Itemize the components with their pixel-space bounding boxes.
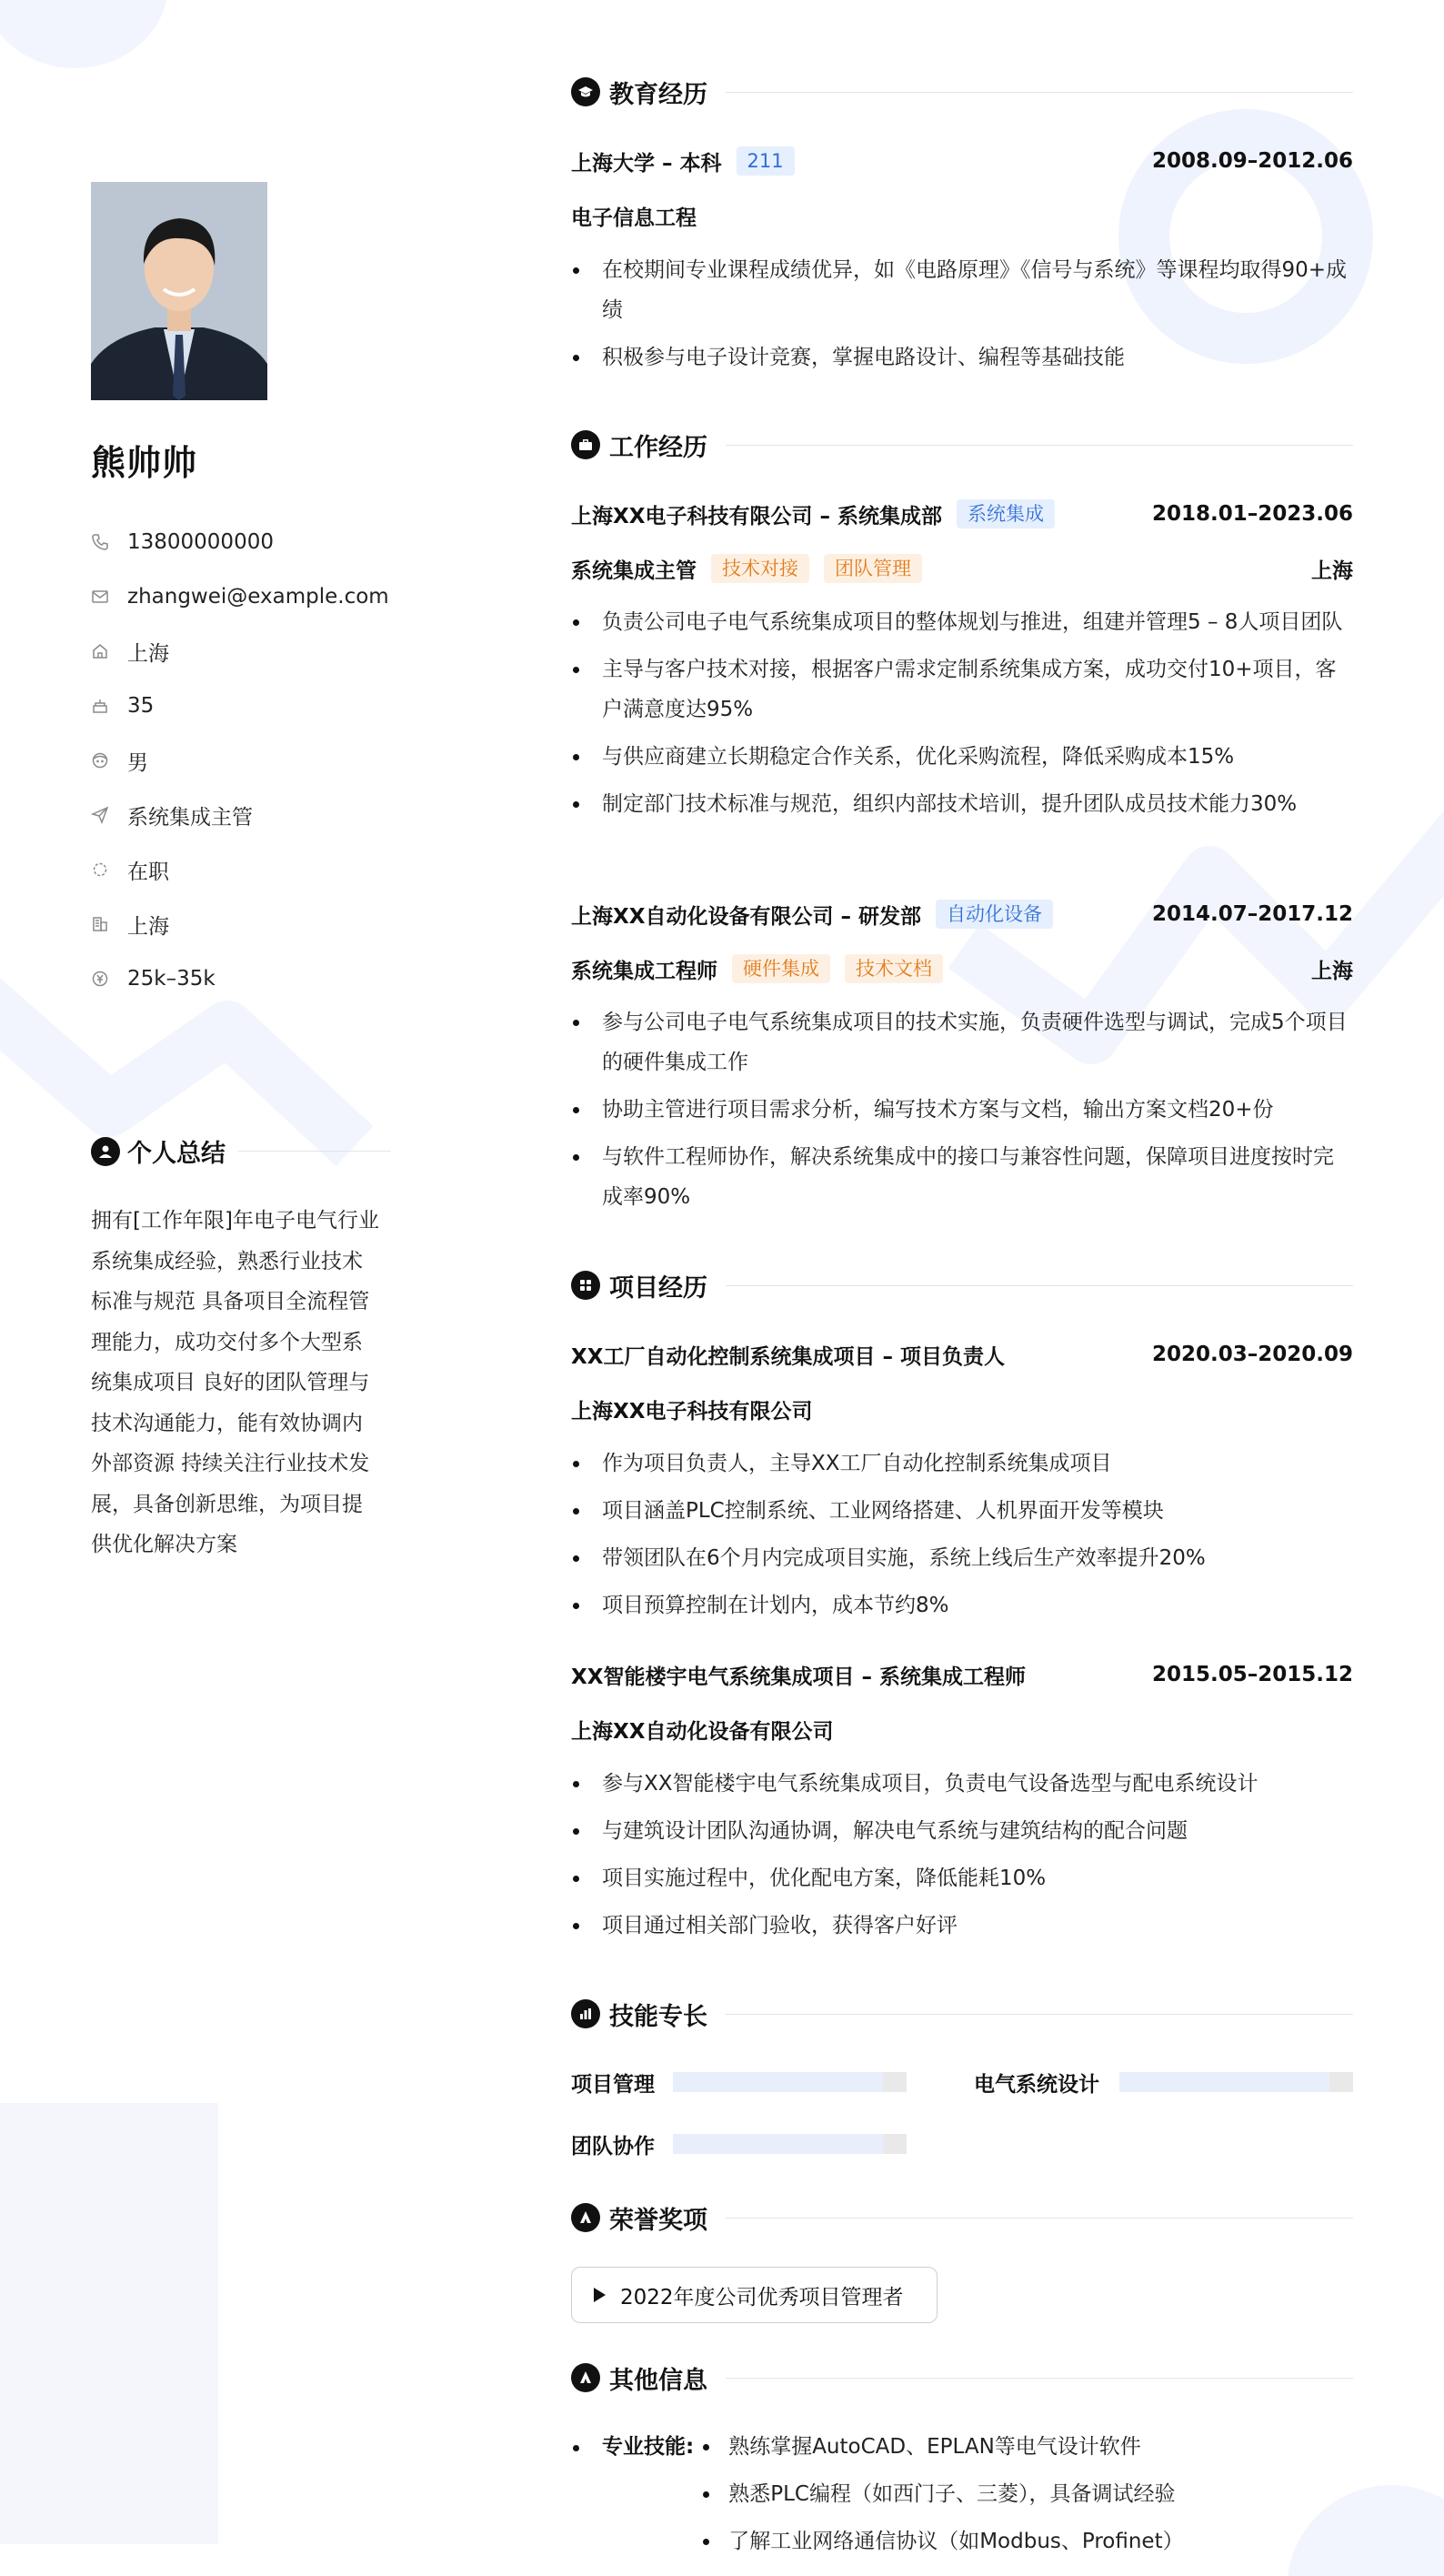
send-icon <box>91 806 109 824</box>
summary-line: 统集成项目 良好的团队管理与 <box>91 1371 370 1394</box>
job-header-row <box>571 898 1353 931</box>
list-item: 与建筑设计团队沟通协调，解决电气系统与建筑结构的配合问题 <box>571 1811 1353 1851</box>
cake-icon <box>91 697 109 715</box>
project-company: 上海XX自动化设备有限公司 <box>571 1719 834 1744</box>
list-item: 协助主管进行项目需求分析，编写技术方案与文档，输出方案文档20+份 <box>571 1090 1353 1130</box>
skill-tag: 硬件集成 <box>732 954 830 983</box>
skills-heading <box>571 1996 1353 2032</box>
divider <box>726 445 1353 446</box>
company-name: 上海XX电子科技有限公司 – 系统集成部 <box>571 504 942 528</box>
list-item: 带领团队在6个月内完成项目实施，系统上线后生产效率提升20% <box>571 1538 1353 1578</box>
list-item: 参与XX智能楼宇电气系统集成项目，负责电气设备选型与配电系统设计 <box>571 1764 1353 1804</box>
list-item: 与供应商建立长期稳定合作关系，优化采购流程，降低采购成本15% <box>571 737 1353 777</box>
status-value: 在职 <box>127 860 169 884</box>
summary-line: 标准与规范 具备项目全流程管 <box>91 1290 370 1313</box>
email-value: zhangwei@example.com <box>127 585 389 609</box>
skill-label: 团队协作 <box>571 2134 655 2158</box>
summary-title: 个人总结 <box>127 1140 226 1168</box>
project-date: 2015.05–2015.12 <box>1151 1663 1353 1686</box>
background-decoration <box>0 0 168 68</box>
job-bullets <box>571 1002 1353 1224</box>
job-city: 上海 <box>1311 959 1353 983</box>
status-icon <box>91 860 109 879</box>
skill-tag: 团队管理 <box>824 554 922 583</box>
divider <box>726 2014 1353 2015</box>
face-icon <box>91 751 109 770</box>
profile-photo <box>91 182 267 400</box>
industry-tag: 自动化设备 <box>936 900 1053 929</box>
other-label: 专业技能: <box>602 2435 695 2459</box>
info-status <box>91 842 389 897</box>
awards-title: 荣誉奖项 <box>609 2206 707 2235</box>
mail-icon <box>91 588 109 606</box>
job-header-row <box>571 498 1353 530</box>
education-header-row <box>571 145 1353 177</box>
skill-bar-fill <box>673 2072 883 2092</box>
location-value: 上海 <box>127 641 169 666</box>
project-company-row <box>571 1393 1353 1425</box>
skill-label: 电气系统设计 <box>974 2072 1099 2097</box>
list-item: 项目预算控制在计划内，成本节约8% <box>571 1585 1353 1625</box>
info-location <box>91 624 389 679</box>
award-text: 2022年度公司优秀项目管理者 <box>620 2285 904 2309</box>
award-icon <box>571 2203 600 2232</box>
list-item: 主导与客户技术对接，根据客户需求定制系统集成方案，成功交付10+项目，客户满意度达95% <box>571 649 1353 730</box>
bar-chart-icon <box>571 1999 600 2028</box>
work-city-value: 上海 <box>127 914 169 939</box>
phone-icon <box>91 533 109 551</box>
skill-tag: 技术文档 <box>845 954 943 983</box>
job-role: 系统集成主管 <box>571 558 697 583</box>
divider <box>726 92 1353 93</box>
skill-label: 项目管理 <box>571 2072 655 2097</box>
list-item: 作为项目负责人，主导XX工厂自动化控制系统集成项目 <box>571 1444 1353 1484</box>
project-date: 2020.03–2020.09 <box>1151 1343 1353 1366</box>
info-salary <box>91 951 389 1006</box>
divider <box>726 1285 1353 1286</box>
projects-heading <box>571 1267 1353 1303</box>
gender-value: 男 <box>127 750 148 775</box>
summary-line: 拥有[工作年限]年电子电气行业 <box>91 1209 379 1233</box>
divider <box>238 1151 391 1152</box>
list-item: 积极参与电子设计竞赛，掌握电路设计、编程等基础技能 <box>571 337 1353 377</box>
industry-tag: 系统集成 <box>957 499 1055 528</box>
school-tag: 211 <box>737 146 795 176</box>
list-item: 了解工业网络通信协议（如Modbus、Profinet） <box>701 2521 1183 2561</box>
summary-text <box>91 1201 396 1565</box>
project-bullets <box>571 1444 1353 1633</box>
list-item: 熟悉PLC编程（如西门子、三菱），具备调试经验 <box>701 2474 1183 2514</box>
info-email <box>91 569 389 624</box>
project-header-row <box>571 1338 1353 1371</box>
project-company-row <box>571 1713 1353 1746</box>
list-item: 熟练掌握AutoCAD、EPLAN等电气设计软件 <box>701 2427 1183 2467</box>
list-item: 负责公司电子电气系统集成项目的整体规划与推进，组建并管理5 – 8人项目团队 <box>571 602 1353 642</box>
projects-title: 项目经历 <box>609 1273 707 1303</box>
other-title: 其他信息 <box>609 2366 707 2395</box>
list-item: 在校期间专业课程成绩优异，如《电路原理》《信号与系统》等课程均取得90+成绩 <box>571 250 1353 330</box>
skills-title: 技能专长 <box>609 2002 707 2031</box>
list-item: 制定部门技术标准与规范，组织内部技术培训，提升团队成员技术能力30% <box>571 784 1353 824</box>
skill-bar-fill <box>673 2134 883 2154</box>
project-name: XX智能楼宇电气系统集成项目 – 系统集成工程师 <box>571 1665 1026 1689</box>
work-heading <box>571 427 1353 463</box>
summary-line: 技术沟通能力，能有效协调内 <box>91 1411 363 1435</box>
job-city: 上海 <box>1311 558 1353 583</box>
skill-item <box>571 2128 908 2160</box>
list-item: 参与公司电子电气系统集成项目的技术实施，负责硬件选型与调试，完成5个项目的硬件集成工作 <box>571 1002 1353 1082</box>
candidate-name: 熊帅帅 <box>91 443 198 483</box>
list-item: 与软件工程师协作，解决系统集成中的接口与兼容性问题，保障项目进度按时完成率90% <box>571 1137 1353 1217</box>
major-name: 电子信息工程 <box>571 206 697 230</box>
project-bullets <box>571 1764 1353 1953</box>
job-role-row <box>571 952 1353 985</box>
skill-bar-fill <box>1119 2072 1329 2092</box>
position-value: 系统集成主管 <box>127 805 253 830</box>
project-name: XX工厂自动化控制系统集成项目 – 项目负责人 <box>571 1344 1005 1369</box>
home-icon <box>91 642 109 660</box>
building-icon <box>91 915 109 933</box>
skill-item <box>571 2066 908 2098</box>
school-name: 上海大学 – 本科 <box>571 151 722 176</box>
summary-line: 系统集成经验，熟悉行业技术 <box>91 1249 363 1273</box>
job-bullets <box>571 602 1353 831</box>
other-info <box>571 2427 1353 2569</box>
list-item: 项目通过相关部门验收，获得客户好评 <box>571 1906 1353 1946</box>
summary-line: 理能力，成功交付多个大型系 <box>91 1330 363 1354</box>
education-heading <box>571 74 1353 110</box>
info-phone <box>91 515 389 569</box>
other-row <box>571 2427 1353 2569</box>
project-header-row <box>571 1658 1353 1691</box>
skill-item <box>974 2066 1354 2098</box>
list-item: 项目涵盖PLC控制系统、工业网络搭建、人机界面开发等模块 <box>571 1491 1353 1531</box>
skill-bar <box>673 2134 907 2154</box>
awards-heading <box>571 2199 1353 2236</box>
job-role: 系统集成工程师 <box>571 959 717 983</box>
briefcase-icon <box>571 430 600 459</box>
education-bullets <box>571 250 1353 385</box>
job-date: 2014.07–2017.12 <box>1151 902 1353 926</box>
divider <box>726 2378 1353 2379</box>
skill-bar <box>1119 2072 1353 2092</box>
bullet-dot <box>573 2445 579 2451</box>
summary-line: 展，具备创新思维，为项目提 <box>91 1492 363 1516</box>
salary-value: 25k–35k <box>127 967 216 991</box>
education-title: 教育经历 <box>609 80 707 109</box>
other-heading <box>571 2360 1353 2396</box>
user-icon <box>91 1137 120 1166</box>
summary-line: 供优化解决方案 <box>91 1533 237 1556</box>
contact-info-list <box>91 515 389 1006</box>
summary-line: 外部资源 持续关注行业技术发 <box>91 1452 370 1475</box>
job-date: 2018.01–2023.06 <box>1151 502 1353 526</box>
award-item <box>571 2267 938 2323</box>
background-block <box>0 2103 218 2544</box>
company-name: 上海XX自动化设备有限公司 – 研发部 <box>571 904 921 929</box>
project-company: 上海XX电子科技有限公司 <box>571 1399 813 1424</box>
graduation-cap-icon <box>571 77 600 106</box>
award-icon <box>571 2363 600 2392</box>
work-title: 工作经历 <box>609 433 707 462</box>
education-date: 2008.09–2012.06 <box>1151 149 1353 173</box>
major-row <box>571 199 1353 232</box>
job-role-row <box>571 552 1353 585</box>
phone-value: 13800000000 <box>127 530 274 554</box>
grid-icon <box>571 1271 600 1300</box>
skill-tag: 技术对接 <box>711 554 809 583</box>
age-value: 35 <box>127 694 155 718</box>
play-icon <box>594 2288 606 2302</box>
info-gender <box>91 733 389 788</box>
divider <box>726 2218 1353 2219</box>
summary-heading <box>91 1133 391 1169</box>
list-item: 项目实施过程中，优化配电方案，降低能耗10% <box>571 1858 1353 1898</box>
info-work-city <box>91 897 389 951</box>
info-position <box>91 788 389 842</box>
skill-bar <box>673 2072 907 2092</box>
salary-icon <box>91 970 109 988</box>
other-list <box>701 2427 1183 2569</box>
info-age <box>91 679 389 733</box>
